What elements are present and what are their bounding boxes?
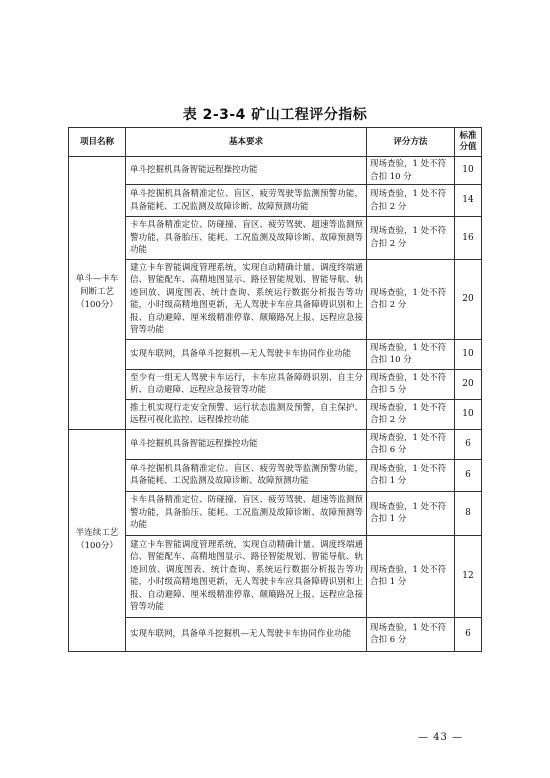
requirement-cell: 实现车联网，具备单斗挖掘机—无人驾驶卡车协同作业功能 <box>126 617 367 651</box>
method-cell: 现场查验，1 处不符合扣 2 分 <box>367 399 455 429</box>
score-cell: 20 <box>455 369 482 399</box>
requirement-cell: 推土机实现行走安全预警、运行状态监测及预警，自主保护、远程可视化监控、远程操控功能 <box>126 399 367 429</box>
header-basic-requirement: 基本要求 <box>126 128 367 157</box>
table-row <box>69 259 482 339</box>
requirement-cell: 卡车具备精准定位、防碰撞、盲区、疲劳驾驶、超速等监测预警功能，具备胎压、能耗、工况监测及故障诊断、故障预测等功能 <box>126 491 367 535</box>
requirement-cell: 实现车联网，具备单斗挖掘机—无人驾驶卡车协同作业功能 <box>126 339 367 369</box>
score-cell: 10 <box>455 157 482 185</box>
page-number: — 43 — <box>418 732 464 743</box>
table-row <box>69 157 482 185</box>
table-header-row <box>69 128 482 157</box>
score-cell: 10 <box>455 339 482 369</box>
method-cell: 现场查验，1 处不符合扣 5 分 <box>367 369 455 399</box>
score-cell: 16 <box>455 217 482 260</box>
method-cell: 现场查验，1 处不符合扣 10 分 <box>367 339 455 369</box>
table-row <box>69 399 482 429</box>
header-scoring-method: 评分方法 <box>367 128 455 157</box>
method-cell: 现场查验，1 处不符合扣 10 分 <box>367 157 455 185</box>
requirement-cell: 单斗挖掘机具备智能远程操控功能 <box>126 157 367 185</box>
table-row <box>69 617 482 651</box>
score-cell: 20 <box>455 259 482 339</box>
table-row <box>69 339 482 369</box>
header-score-line1: 标准 <box>459 131 477 141</box>
method-cell: 现场查验，1 处不符合扣 2 分 <box>367 185 455 217</box>
requirement-cell: 至少有一组无人驾驶卡车运行，卡车应具备障碍识别、自主分析、自动避障、远程应急接管等功能 <box>126 369 367 399</box>
group-name: 单斗—卡车间断工艺（100分） <box>69 157 126 430</box>
requirement-cell: 单斗挖掘机具备精准定位、盲区、疲劳驾驶等监测预警功能，具备能耗、工况监测及故障诊断、故障预测功能 <box>126 459 367 491</box>
score-cell: 12 <box>455 535 482 617</box>
score-cell: 6 <box>455 617 482 651</box>
score-cell: 6 <box>455 429 482 459</box>
group-name: 半连续工艺（100分） <box>69 429 126 651</box>
table-title: 表 2-3-4 矿山工程评分指标 <box>182 107 368 123</box>
table-row <box>69 459 482 491</box>
score-cell: 6 <box>455 459 482 491</box>
requirement-cell: 单斗挖掘机具备智能远程操控功能 <box>126 429 367 459</box>
method-cell: 现场查验，1 处不符合扣 1 分 <box>367 491 455 535</box>
requirement-cell: 建立卡车智能调度管理系统，实现自动精确计量、调度终端通信、智能配车、高精地图显示、路径智能规划、智能导航、轨迹回放、调度图表、统计查询、系统运行数据分析报告等功能，小时级高精地图更新，无人驾驶卡车应具备障碍识别和上报、自动避障、厘米级精准停靠、颠簸路况上报、远程应急接管等功能 <box>126 259 367 339</box>
method-cell: 现场查验，1 处不符合扣 2 分 <box>367 217 455 260</box>
header-standard-score <box>455 128 482 157</box>
requirement-cell: 单斗挖掘机具备精准定位、盲区、疲劳驾驶等监测预警功能，具备能耗、工况监测及故障诊断、故障预测功能 <box>126 185 367 217</box>
requirement-cell: 卡车具备精准定位、防碰撞、盲区、疲劳驾驶、超速等监测预警功能，具备胎压、能耗、工况监测及故障诊断、故障预测等功能 <box>126 217 367 260</box>
header-item-name: 项目名称 <box>69 128 126 157</box>
table-row <box>69 217 482 260</box>
score-cell: 10 <box>455 399 482 429</box>
method-cell: 现场查验，1 处不符合扣 6 分 <box>367 429 455 459</box>
table-row <box>69 185 482 217</box>
method-cell: 现场查验，1 处不符合扣 1 分 <box>367 459 455 491</box>
method-cell: 现场查验，1 处不符合扣 6 分 <box>367 617 455 651</box>
table-row <box>69 369 482 399</box>
table-row <box>69 535 482 617</box>
method-cell: 现场查验，1 处不符合扣 1 分 <box>367 535 455 617</box>
scoring-table <box>68 127 482 652</box>
table-row <box>69 429 482 459</box>
table-row <box>69 491 482 535</box>
method-cell: 现场查验，1 处不符合扣 2 分 <box>367 259 455 339</box>
requirement-cell: 建立卡车智能调度管理系统，实现自动精确计量、调度终端通信、智能配车、高精地图显示、路径智能规划、智能导航、轨迹回放、调度图表、统计查询、系统运行数据分析报告等功能，小时级高精地图更新，无人驾驶卡车应具备障碍识别和上报、自动避障、厘米级精准停靠、颠簸路况上报、远程应急接管等功能 <box>126 535 367 617</box>
score-cell: 14 <box>455 185 482 217</box>
score-cell: 8 <box>455 491 482 535</box>
header-score-line2: 分值 <box>459 142 477 152</box>
